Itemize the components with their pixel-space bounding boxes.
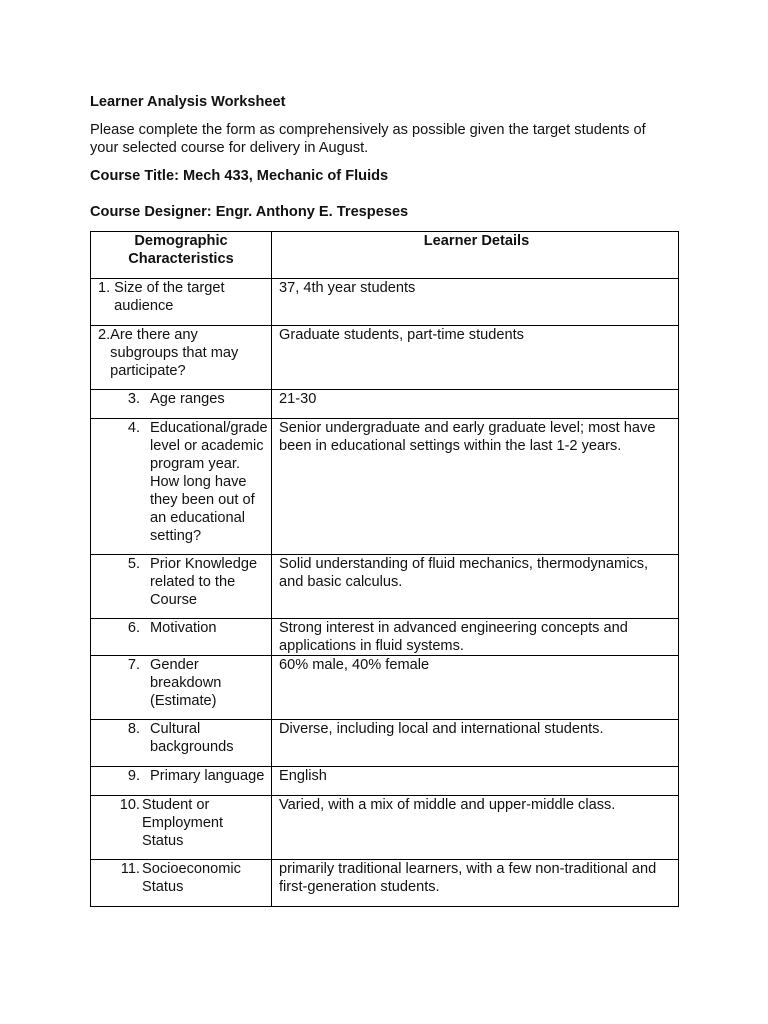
row-label-text: Educational/grade level or academic program year. How long have they been out of an educational setting?: [150, 420, 268, 544]
row-detail: English: [272, 767, 679, 796]
row-detail: 60% male, 40% female: [272, 656, 679, 720]
row-detail: primarily traditional learners, with a few non-traditional and first-generation students.: [272, 860, 679, 907]
row-detail: 37, 4th year students: [272, 279, 679, 326]
row-number: 2.: [98, 327, 111, 343]
intro-paragraph: Please complete the form as comprehensively as possible given the target students of your selected course for delivery in August.: [90, 122, 646, 156]
row-number: 10.: [119, 797, 140, 813]
row-label-text: Size of the target audience: [114, 280, 225, 314]
table-row: [91, 767, 679, 796]
row-label-text: Prior Knowledge related to the Course: [150, 556, 258, 608]
row-number: 1.: [98, 280, 111, 296]
table-header-row: [91, 232, 679, 279]
table-row: [91, 796, 679, 860]
row-label-text: Cultural backgrounds: [150, 721, 234, 755]
row-number: 9.: [127, 768, 140, 784]
row-label: [98, 720, 267, 756]
row-number: 7.: [127, 657, 140, 673]
row-number: 6.: [127, 620, 140, 636]
row-label-text: Student or Employment Status: [142, 797, 224, 849]
table-row: [91, 555, 679, 619]
row-detail: Strong interest in advanced engineering concepts and applications in fluid systems.: [272, 619, 679, 656]
row-label: [98, 555, 267, 609]
row-label-text: Are there any subgroups that may participate?: [110, 327, 239, 379]
row-detail: Graduate students, part-time students: [272, 326, 679, 390]
row-label: [98, 419, 267, 545]
row-label: [98, 767, 267, 785]
row-label-text: Primary language: [150, 768, 265, 784]
table-row: [91, 419, 679, 555]
row-detail: 21-30: [272, 390, 679, 419]
row-number: 5.: [127, 556, 140, 572]
learner-analysis-table: [90, 231, 679, 907]
table-row: [91, 326, 679, 390]
row-label: [98, 796, 267, 850]
row-label-text: Age ranges: [150, 391, 225, 407]
row-label: [98, 390, 267, 408]
row-label-text: Socioeconomic Status: [142, 861, 241, 895]
course-title: Course Title: Mech 433, Mechanic of Fluids: [90, 168, 389, 184]
row-number: 4.: [127, 420, 140, 436]
row-label: [98, 656, 267, 710]
row-number: 3.: [127, 391, 140, 407]
course-designer: Course Designer: Engr. Anthony E. Trespeses: [90, 204, 409, 220]
row-label-text: Gender breakdown (Estimate): [150, 657, 222, 709]
table-row: [91, 860, 679, 907]
table-row: [91, 656, 679, 720]
row-label: [98, 326, 267, 380]
table-row: [91, 720, 679, 767]
worksheet-page: [90, 93, 680, 907]
row-number: 11.: [120, 861, 140, 877]
row-label: [98, 619, 267, 637]
header-demographic: Demographic Characteristics: [91, 232, 272, 279]
row-detail: Varied, with a mix of middle and upper-middle class.: [272, 796, 679, 860]
row-number: 8.: [127, 721, 140, 737]
row-label: [98, 279, 267, 315]
worksheet-heading: Learner Analysis Worksheet: [90, 94, 286, 110]
header-learner-details: Learner Details: [272, 232, 679, 279]
row-detail: Diverse, including local and international students.: [272, 720, 679, 767]
table-row: [91, 390, 679, 419]
table-row: [91, 619, 679, 656]
table-row: [91, 279, 679, 326]
row-label: [98, 860, 267, 896]
row-detail: Solid understanding of fluid mechanics, thermodynamics, and basic calculus.: [272, 555, 679, 619]
row-label-text: Motivation: [150, 620, 217, 636]
row-detail: Senior undergraduate and early graduate level; most have been in educational settings within the last 1-2 years.: [272, 419, 679, 555]
